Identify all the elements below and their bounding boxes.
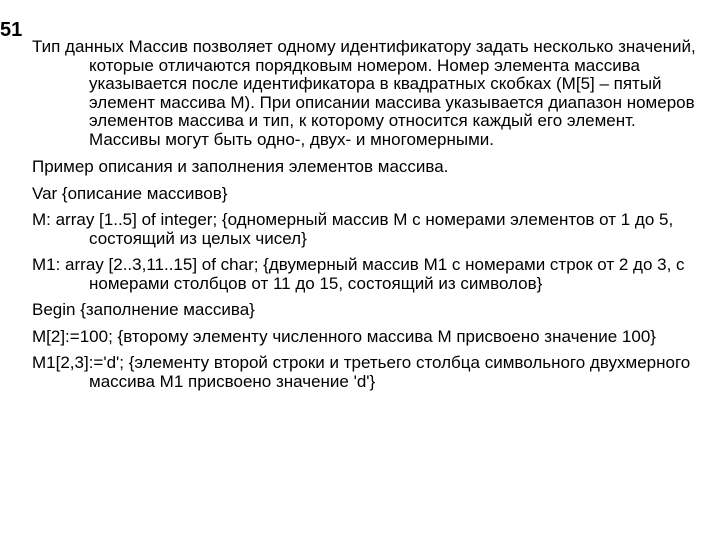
- paragraph-m1-declaration: M1: array [2..3,11..15] of char; {двумерный массив M1 с номерами строк от 2 до 3, с номерами столбцов от 11 до 15, состоящий из символов}: [32, 255, 685, 293]
- paragraph-array-definition: Тип данных Массив позволяет одному идентификатору задать несколько значений, которые отличаются порядковым номером. Номер элемента массива указывается после идентификатора в квадратных скобках (M[5] – пятый элемент массива M). При описании массива указывается диапазон номеров элементов массива и тип, к которому относится каждый его элемент. Массивы могут быть одно-, двух- и многомерными.: [32, 37, 696, 149]
- slide-number: 51: [0, 19, 23, 41]
- paragraph-m-declaration: M: array [1..5] of integer; {одномерный массив M с номерами элементов от 1 до 5, состоящий из целых чисел}: [32, 210, 674, 248]
- slide-content: [32, 38, 700, 399]
- paragraph-var: Var {описание массивов}: [32, 183, 228, 203]
- paragraph-example-intro: Пример описания и заполнения элементов массива.: [32, 157, 449, 176]
- paragraph-m-assignment: M[2]:=100; {второму элементу численного массива M присвоено значение 100}: [32, 326, 656, 346]
- paragraph-begin: Begin {заполнение массива}: [32, 300, 255, 319]
- paragraph-m1-assignment: M1[2,3]:='d'; {элементу второй строки и третьего столбца символьного двухмерного массива M1 присвоено значение 'd'}: [32, 353, 691, 391]
